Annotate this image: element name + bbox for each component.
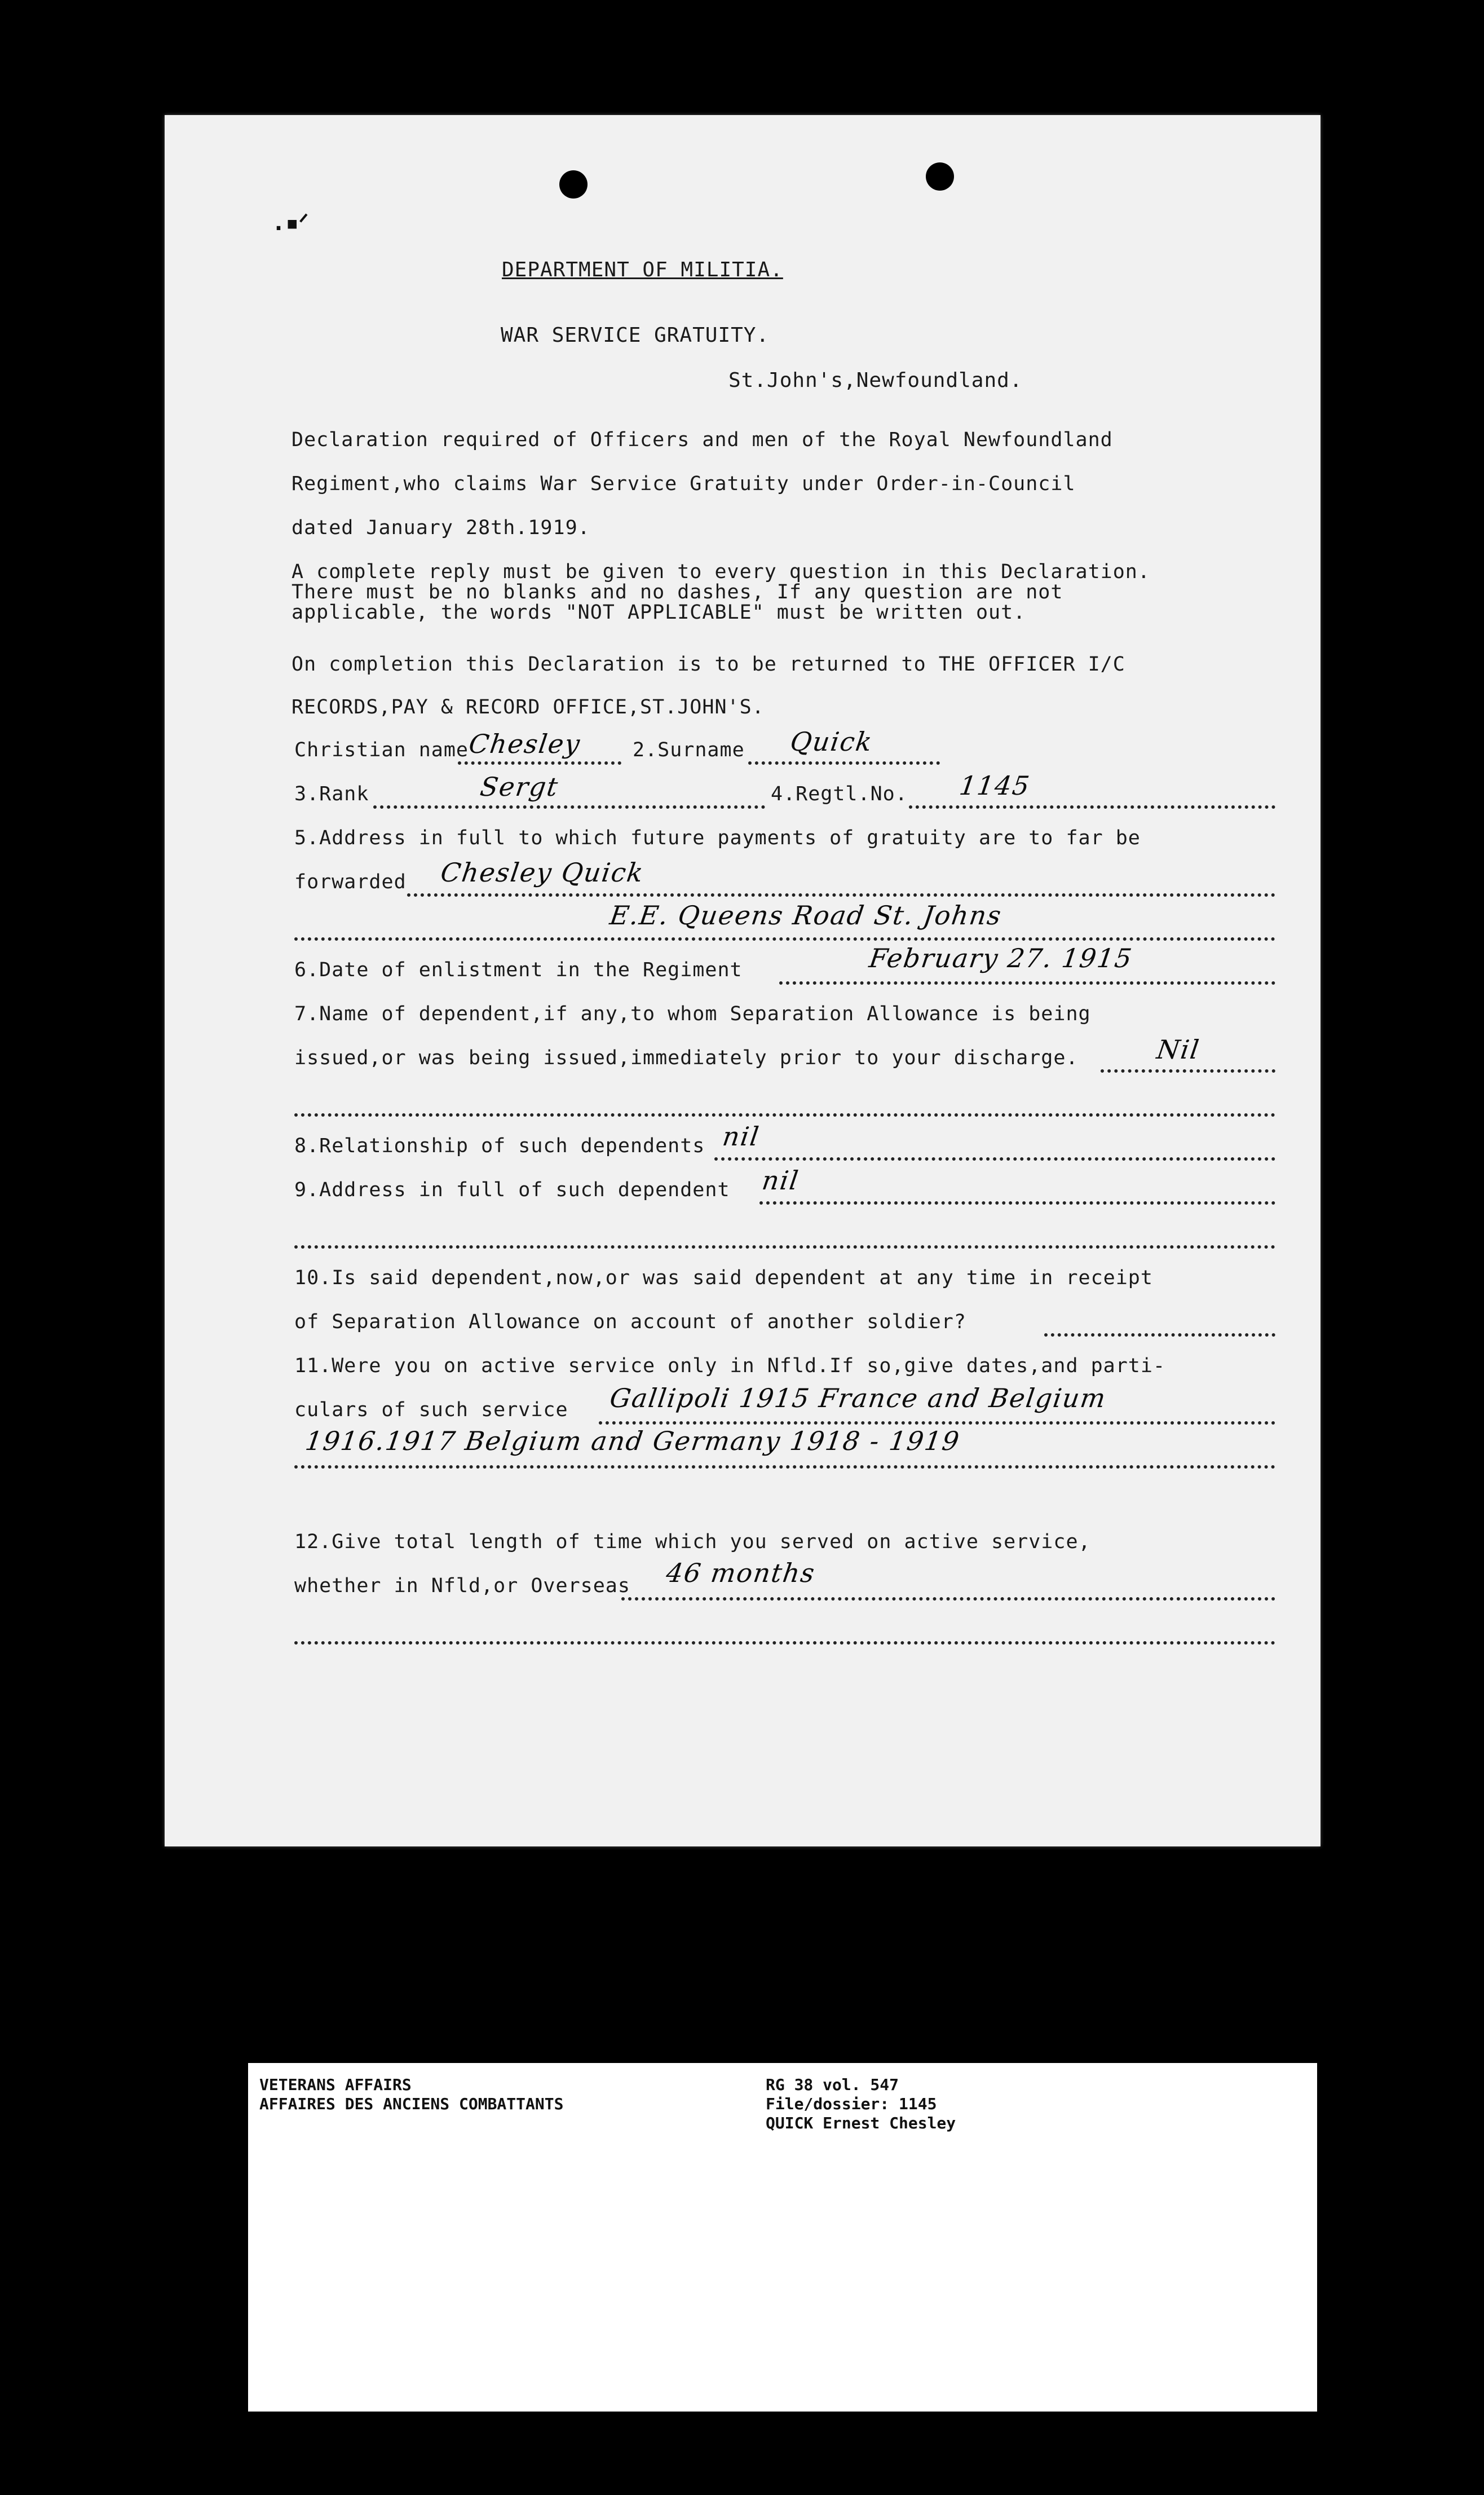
record-group: RG 38 vol. 547 [766, 2075, 899, 2094]
intro-line-3: dated January 28th.1919. [292, 517, 590, 539]
row-address-line-2 [294, 900, 1281, 946]
form-title: WAR SERVICE GRATUITY. [501, 324, 770, 347]
row-dependent-address-blank [294, 1223, 1281, 1254]
dotted-line [1101, 1069, 1275, 1073]
place-line: St.John's,Newfoundland. [728, 369, 1023, 392]
row-dependent-address [294, 1165, 1281, 1210]
active-service-answer-line-2: 1916.1917 Belgium and Germany 1918 - 1919 [303, 1426, 962, 1456]
relationship-answer: nil [721, 1121, 762, 1152]
row-active-service-label [294, 1355, 1281, 1386]
surname-answer: Quick [788, 726, 875, 757]
file-number: File/dossier: 1145 [766, 2095, 937, 2113]
dotted-line [294, 1245, 1275, 1249]
row-total-service-blank [294, 1619, 1281, 1650]
declaration-sheet [165, 115, 1320, 1846]
dotted-line [294, 1465, 1275, 1469]
row-name [294, 726, 1281, 770]
dotted-line [1044, 1333, 1275, 1337]
separation-label-2: of Separation Allowance on account of another soldier? [294, 1311, 966, 1333]
dotted-line [779, 981, 1275, 985]
regimental-number-label: 4.Regtl.No. [771, 783, 908, 805]
agency-name-en: VETERANS AFFAIRS [259, 2075, 412, 2094]
row-address-label [294, 827, 1281, 858]
dotted-line [407, 893, 1275, 897]
dotted-line [714, 1157, 1275, 1161]
rank-answer: Sergt [478, 772, 561, 802]
dotted-line [599, 1421, 1275, 1425]
row-dependent-blank [294, 1091, 1281, 1122]
row-dependent-label [294, 1003, 1281, 1034]
christian-name-answer: Chesley [467, 729, 583, 759]
instruction-line-3: applicable, the words "NOT APPLICABLE" must be written out. [292, 601, 1026, 624]
row-active-service-2 [294, 1426, 1281, 1474]
punch-hole-left [559, 170, 588, 199]
address-label: 5.Address in full to which future payments of gratuity are to far be [294, 827, 1141, 849]
ink-mark: .▪ᐟ [272, 210, 309, 236]
dotted-line [458, 761, 621, 765]
dependent-label-2: issued,or was being issued,immediately prior to your discharge. [294, 1047, 1079, 1069]
dotted-line [294, 937, 1275, 941]
dotted-line [294, 1641, 1275, 1645]
archive-label-card [248, 2063, 1317, 2412]
row-forwarded [294, 857, 1281, 902]
total-service-label-2: whether in Nfld,or Overseas [294, 1575, 630, 1597]
row-relationship [294, 1121, 1281, 1166]
enlistment-answer: February 27. 1915 [867, 943, 1135, 973]
separation-label: 10.Is said dependent,now,or was said dependent at any time in receipt [294, 1267, 1153, 1289]
active-service-answer-line-1: Gallipoli 1915 France and Belgium [608, 1383, 1108, 1413]
address-answer-line-1: Chesley Quick [439, 857, 646, 888]
instruction-line-2: There must be no blanks and no dashes, If any question are not [292, 581, 1063, 603]
instruction-line-1: A complete reply must be given to every question in this Declaration. [292, 561, 1150, 583]
department-heading: DEPARTMENT OF MILITIA. [502, 258, 783, 281]
active-service-label: 11.Were you on active service only in Nfld.If so,give dates,and parti- [294, 1355, 1166, 1377]
total-service-answer: 46 months [664, 1558, 818, 1588]
address-answer-line-2: E.E. Queens Road St. Johns [608, 900, 1004, 931]
forwarded-label: forwarded [294, 871, 407, 893]
row-total-service [294, 1558, 1281, 1606]
dependent-address-label: 9.Address in full of such dependent [294, 1179, 730, 1201]
soldier-name: QUICK Ernest Chesley [766, 2114, 956, 2132]
dotted-line [748, 761, 940, 765]
dependent-address-answer: nil [760, 1165, 801, 1196]
active-service-label-2: culars of such service [294, 1399, 568, 1421]
row-enlistment [294, 943, 1281, 990]
return-line-2: RECORDS,PAY & RECORD OFFICE,ST.JOHN'S. [292, 696, 765, 718]
dotted-line [294, 1113, 1275, 1117]
punch-hole-right [926, 162, 954, 191]
enlistment-label: 6.Date of enlistment in the Regiment [294, 959, 743, 981]
dependent-label: 7.Name of dependent,if any,to whom Separation Allowance is being [294, 1003, 1091, 1025]
row-dependent [294, 1034, 1281, 1078]
row-separation-label [294, 1267, 1281, 1298]
intro-line-2: Regiment,who claims War Service Gratuity under Order-in-Council [292, 473, 1076, 495]
dotted-line [759, 1201, 1275, 1205]
regimental-number-answer: 1145 [957, 770, 1032, 801]
total-service-label: 12.Give total length of time which you served on active service, [294, 1531, 1091, 1553]
christian-name-label: Christian name [294, 739, 469, 761]
row-separation [294, 1311, 1281, 1342]
relationship-label: 8.Relationship of such dependents [294, 1135, 705, 1157]
dotted-line [621, 1597, 1275, 1601]
intro-line-1: Declaration required of Officers and men of the Royal Newfoundland [292, 429, 1113, 451]
surname-label: 2.Surname [633, 739, 745, 761]
row-rank [294, 770, 1281, 814]
rank-label: 3.Rank [294, 783, 369, 805]
return-line-1: On completion this Declaration is to be returned to THE OFFICER I/C [292, 653, 1125, 676]
agency-name-fr: AFFAIRES DES ANCIENS COMBATTANTS [259, 2095, 564, 2113]
dotted-line [909, 805, 1275, 809]
dotted-line [373, 805, 765, 809]
dependent-answer: Nil [1155, 1034, 1202, 1065]
